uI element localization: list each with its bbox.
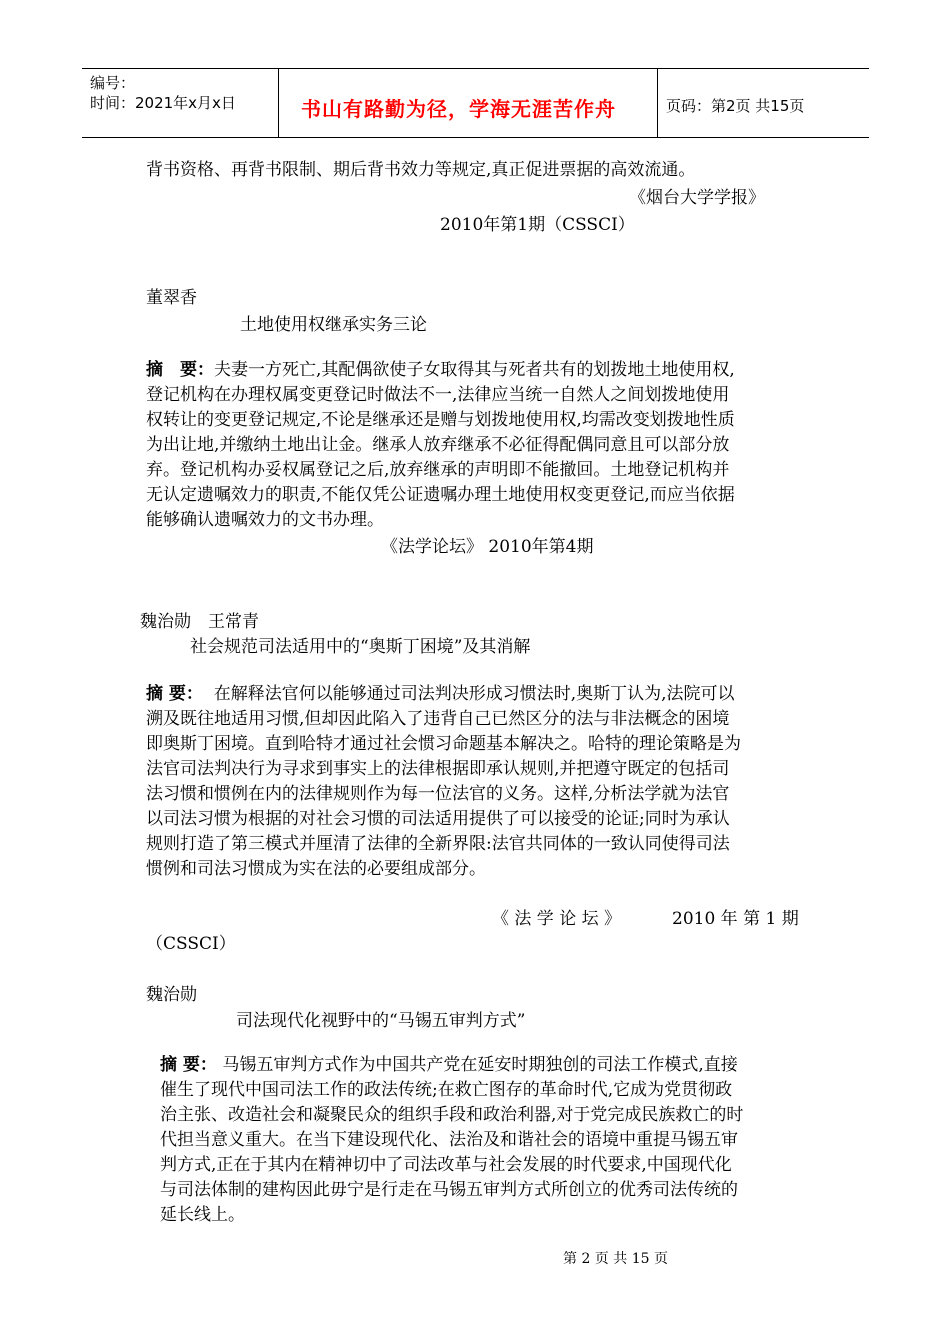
abstract-line: 即奥斯丁困境。直到哈特才通过社会惯习命题基本解决之。哈特的理论策略是为 (146, 734, 741, 754)
abstract-line: 摘 要：夫妻一方死亡,其配偶欲使子女取得其与死者共有的划拨地土地使用权, (146, 360, 735, 380)
abstract-line: 摘 要： 在解释法官何以能够通过司法判决形成习惯法时,奥斯丁认为,法院可以 (146, 684, 735, 704)
page-info: 页码：第2页 共15页 (666, 97, 805, 115)
abstract-line: 治主张、改造社会和凝聚民众的组织手段和政治利器,对于党完成民族救亡的时 (160, 1105, 744, 1125)
abstract-label: 摘 要： (146, 360, 214, 380)
abstract-line: 无认定遗嘱效力的职责,不能仅凭公证遗嘱办理土地使用权变更登记,而应当依据 (146, 485, 735, 505)
abstract-label: 摘 要： (160, 1055, 217, 1075)
article3-abstract (160, 1053, 743, 1228)
article1-abstract (146, 358, 735, 533)
abstract-line: 溯及既往地适用习惯,但却因此陷入了违背自己已然区分的法与非法概念的困境 (146, 709, 730, 729)
abstract-line: 弃。登记机构办妥权属登记之后,放弃继承的声明即不能撤回。土地登记机构并 (146, 460, 730, 480)
abstract-line: 能够确认遗嘱效力的文书办理。 (146, 510, 384, 530)
abstract-line: 登记机构在办理权属变更登记时做法不一,法律应当统一自然人之间划拨地使用 (146, 385, 730, 405)
article2-source-issue: 2010 年 第 1 期 (672, 909, 799, 929)
abstract-line: 判方式,正在于其内在精神切中了司法改革与社会发展的时代要求,中国现代化 (160, 1155, 732, 1175)
article1-title: 土地使用权继承实务三论 (240, 315, 427, 335)
time-label: 时间：2021年x月x日 (90, 94, 236, 112)
header-motto-cell (279, 69, 658, 137)
abstract-line: 规则打造了第三模式并厘清了法律的全新界限:法官共同体的一致认同使得司法 (146, 834, 730, 854)
abstract-line: 代担当意义重大。在当下建设现代化、法治及和谐社会的语境中重提马锡五审 (160, 1130, 738, 1150)
abstract-line: 权转让的变更登记规定,不论是继承还是赠与划拨地使用权,均需改变划拨地性质 (146, 410, 735, 430)
intro-issue: 2010年第1期（CSSCI） (440, 215, 635, 235)
article2-authors: 魏治勋 王常青 (140, 612, 259, 632)
abstract-line: 延长线上。 (160, 1205, 245, 1225)
article1-source: 《法学论坛》 2010年第4期 (381, 537, 594, 557)
intro-journal: 《烟台大学学报》 (629, 188, 765, 208)
article3-title: 司法现代化视野中的“马锡五审判方式” (236, 1011, 526, 1031)
abstract-line: 法官司法判决行为寻求到事实上的法律根据即承认规则,并把遵守既定的包括司 (146, 759, 730, 779)
page-footer: 第 2 页 共 15 页 (563, 1251, 668, 1267)
intro-line: 背书资格、再背书限制、期后背书效力等规定,真正促进票据的高效流通。 (146, 160, 696, 180)
article2-source-journal: 《 法 学 论 坛 》 (492, 909, 622, 929)
abstract-line: 法习惯和惯例在内的法律规则作为每一位法官的义务。这样,分析法学就为法官 (146, 784, 730, 804)
article1-author: 董翠香 (146, 288, 197, 308)
header-page-cell (658, 69, 869, 137)
motto: 书山有路勤为径，学海无涯苦作舟 (301, 97, 616, 121)
page-header (82, 68, 869, 138)
article3-author: 魏治勋 (146, 985, 197, 1005)
header-meta-cell (82, 69, 279, 137)
article2-abstract (146, 682, 741, 882)
abstract-line: 以司法习惯为根据的对社会习惯的司法适用提供了可以接受的论证;同时为承认 (146, 809, 730, 829)
abstract-line: 催生了现代中国司法工作的政法传统;在救亡图存的革命时代,它成为党贯彻政 (160, 1080, 733, 1100)
abstract-line: 惯例和司法习惯成为实在法的必要组成部分。 (146, 859, 486, 879)
abstract-line: 与司法体制的建构因此毋宁是行走在马锡五审判方式所创立的优秀司法传统的 (160, 1180, 738, 1200)
abstract-line: 摘 要： 马锡五审判方式作为中国共产党在延安时期独创的司法工作模式,直接 (160, 1055, 738, 1075)
abstract-line: 为出让地,并缴纳土地出让金。继承人放弃继承不必征得配偶同意且可以部分放 (146, 435, 730, 455)
abstract-label: 摘 要： (146, 684, 203, 704)
article2-title: 社会规范司法适用中的“奥斯丁困境”及其消解 (190, 637, 531, 657)
number-label: 编号： (90, 74, 136, 92)
article2-source-index: （CSSCI） (146, 934, 236, 954)
